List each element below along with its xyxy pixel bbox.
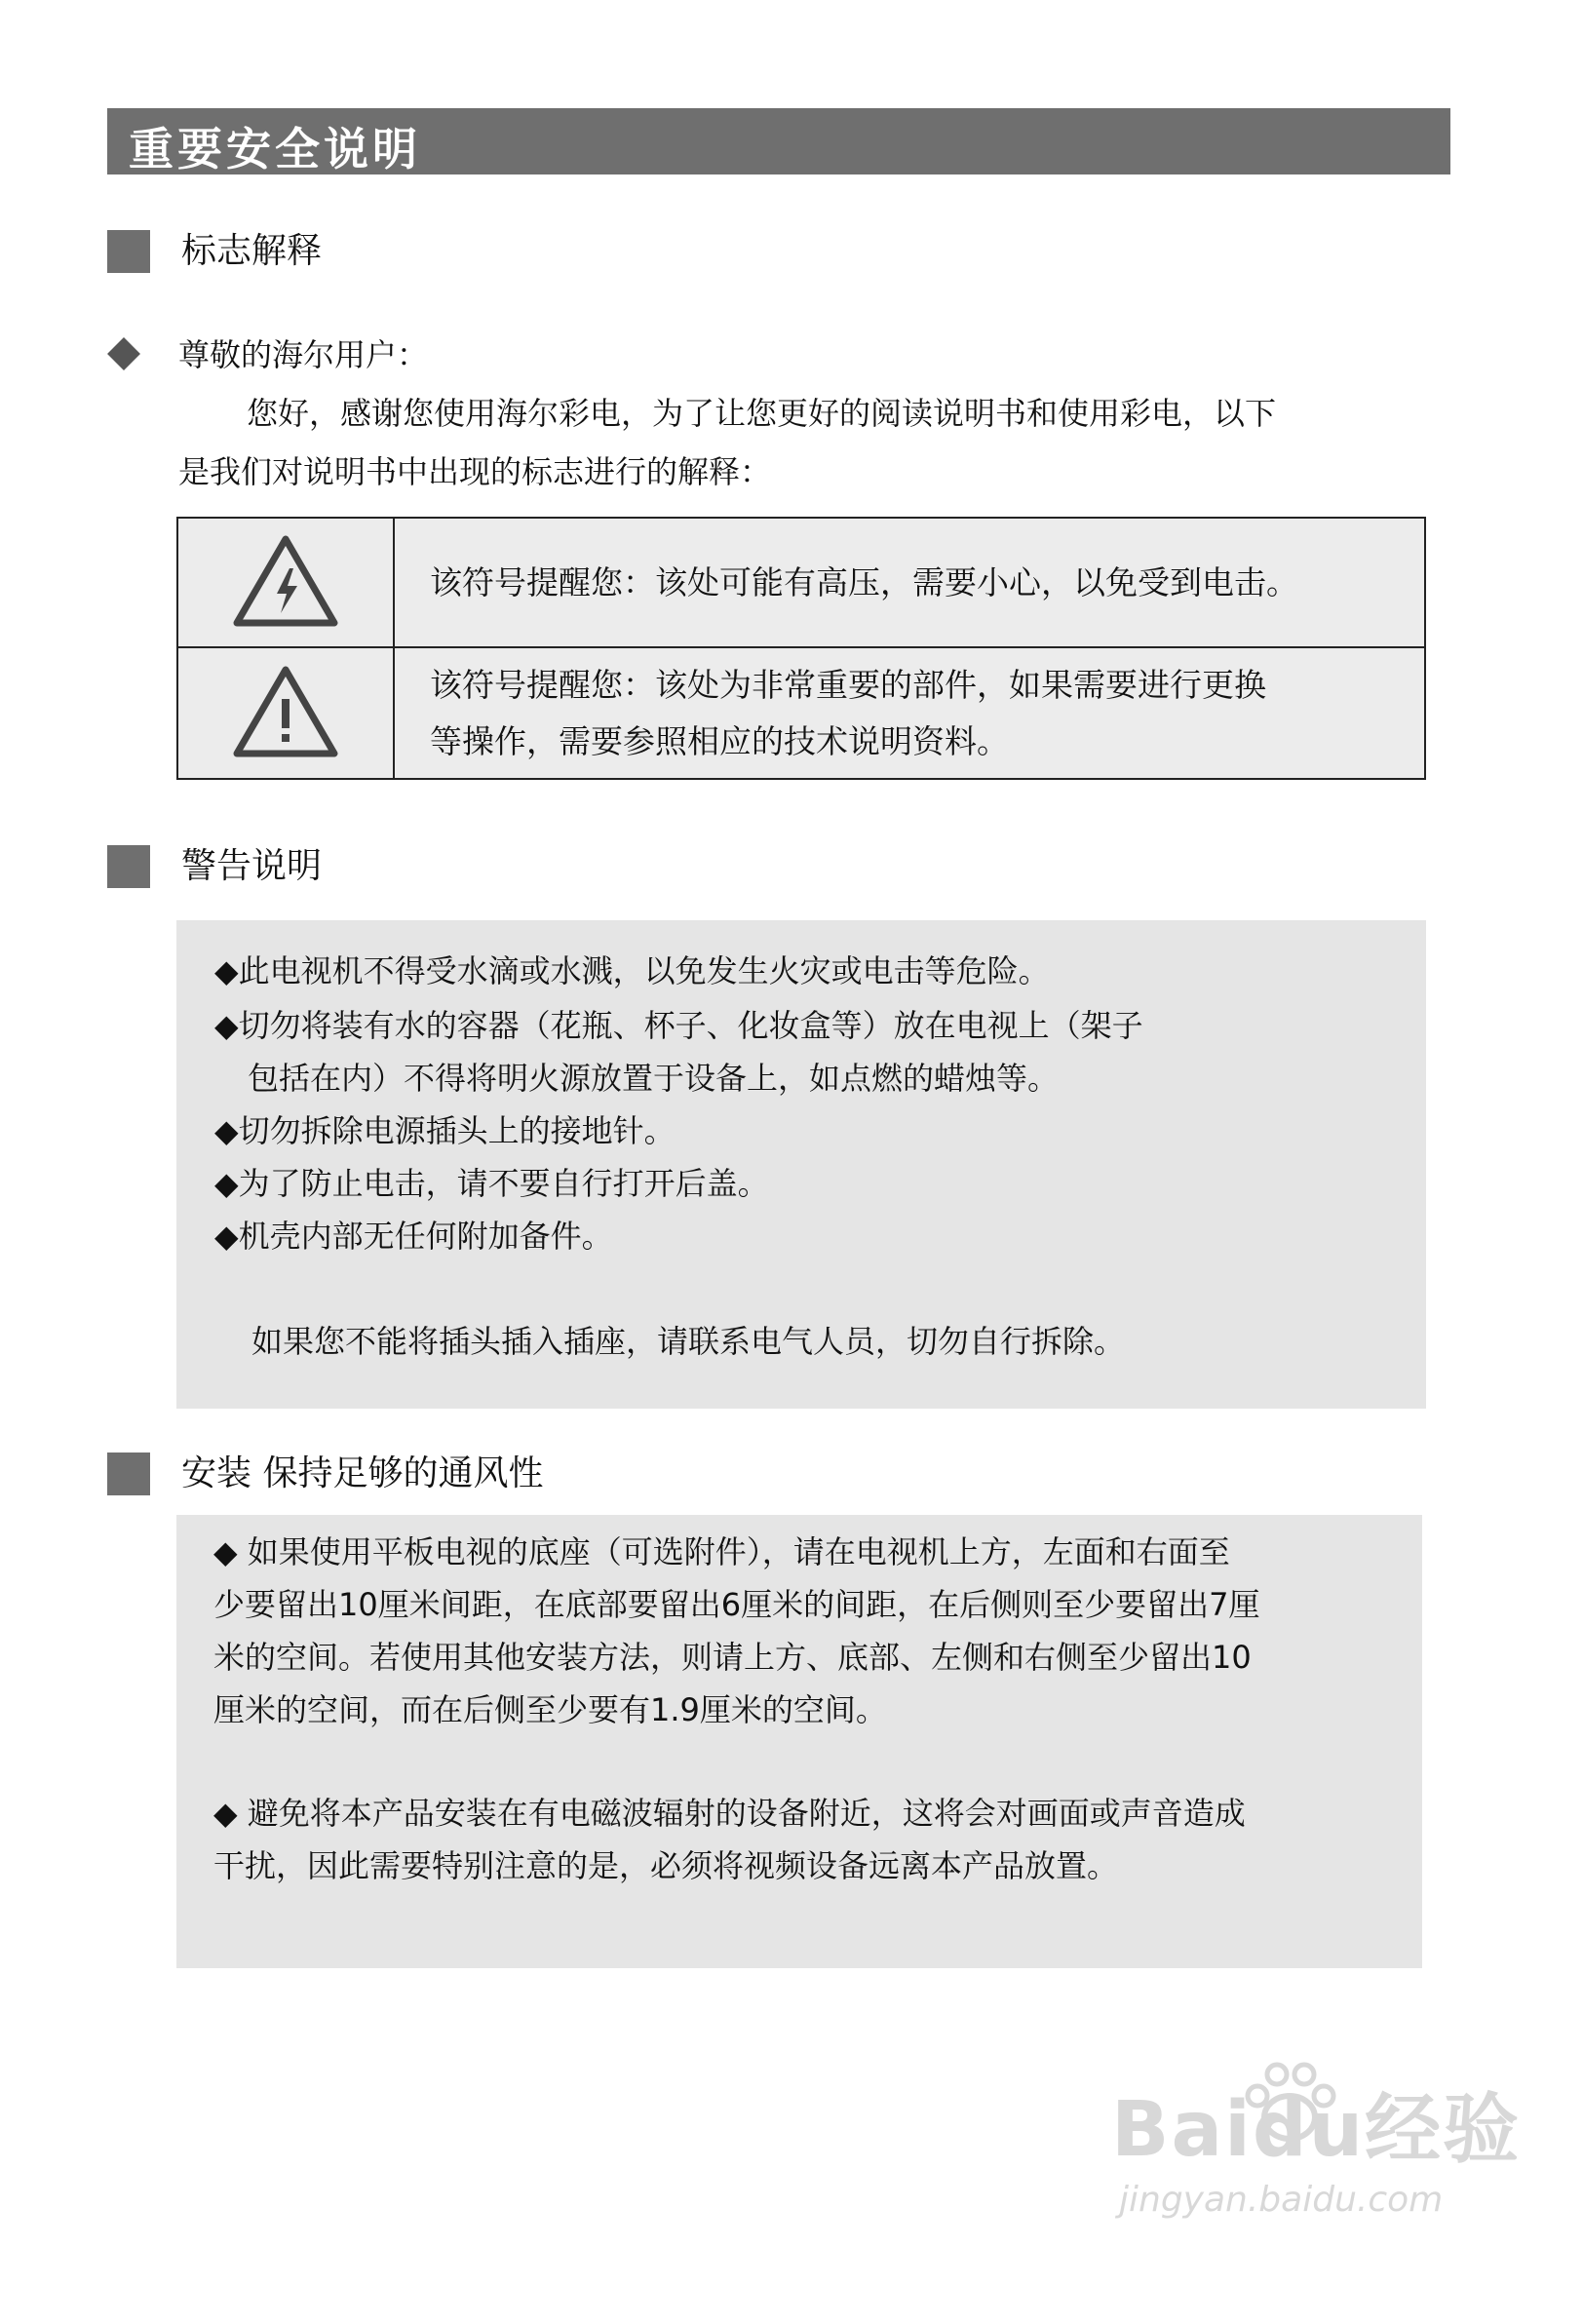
greeting-text: 尊敬的海尔用户： xyxy=(178,336,429,373)
section-label: 标志解释 xyxy=(181,231,323,271)
section-square-icon xyxy=(107,845,150,888)
warning-line: 包括在内）不得将明火源放置于设备上，如点燃的蜡烛等。 xyxy=(248,1060,1060,1097)
warning-line: ◆机壳内部无任何附加备件。 xyxy=(214,1218,613,1255)
page-title: 重要安全说明 xyxy=(129,123,421,175)
symbol-description xyxy=(394,647,1425,779)
install-line: ◆ 避免将本产品安装在有电磁波辐射的设备附近，这将会对画面或声音造成 xyxy=(213,1795,1246,1832)
symbol-text-line: 该符号提醒您：该处可能有高压，需要小心，以免受到电击。 xyxy=(430,562,1298,601)
warning-line: ◆此电视机不得受水滴或水溅，以免发生火灾或电击等危险。 xyxy=(214,952,1050,989)
install-line: 少要留出10厘米间距，在底部要留出6厘米的间距，在后侧则至少要留出7厘 xyxy=(213,1586,1260,1623)
exclamation-warning-icon xyxy=(231,664,340,759)
high-voltage-warning-icon xyxy=(231,533,340,629)
paw-watermark-icon xyxy=(1236,2057,1343,2154)
section-square-icon xyxy=(107,1452,150,1495)
install-line: 干扰，因此需要特别注意的是，必须将视频设备远离本产品放置。 xyxy=(213,1847,1119,1884)
symbol-cell xyxy=(177,518,394,647)
symbol-text-line: 等操作，需要参照相应的技术说明资料。 xyxy=(430,721,1009,760)
warning-box xyxy=(176,920,1426,1409)
intro-line-1: 您好，感谢您使用海尔彩电，为了让您更好的阅读说明书和使用彩电，以下 xyxy=(247,395,1277,432)
warning-line: ◆切勿拆除电源插头上的接地针。 xyxy=(214,1112,676,1149)
symbol-cell xyxy=(177,647,394,779)
symbol-explanation-table xyxy=(176,517,1426,780)
section-label: 警告说明 xyxy=(181,846,323,886)
table-row xyxy=(177,647,1425,779)
warning-note: 如果您不能将插头插入插座，请联系电气人员，切勿自行拆除。 xyxy=(251,1323,1126,1360)
section-label: 安装 保持足够的通风性 xyxy=(181,1453,544,1493)
diamond-bullet-icon xyxy=(107,337,140,370)
section-square-icon xyxy=(107,230,150,273)
symbol-description xyxy=(394,518,1425,647)
baidu-watermark-logo: Baidu经验 xyxy=(1111,2086,1522,2174)
intro-line-2: 是我们对说明书中出现的标志进行的解释： xyxy=(178,453,772,490)
install-line: 米的空间。若使用其他安装方法，则请上方、底部、左侧和右侧至少留出10 xyxy=(213,1639,1252,1676)
installation-box xyxy=(176,1515,1422,1968)
warning-line: ◆切勿将装有水的容器（花瓶、杯子、化妆盒等）放在电视上（架子 xyxy=(214,1007,1143,1044)
install-line: ◆ 如果使用平板电视的底座（可选附件），请在电视机上方，左面和右面至 xyxy=(213,1533,1230,1570)
install-line: 厘米的空间，而在后侧至少要有1.9厘米的空间。 xyxy=(213,1691,887,1728)
page-title-bar xyxy=(107,108,1450,174)
warning-line: ◆为了防止电击，请不要自行打开后盖。 xyxy=(214,1165,769,1202)
table-row xyxy=(177,518,1425,647)
watermark-url: jingyan.baidu.com xyxy=(1119,2180,1444,2220)
symbol-text-line: 该符号提醒您：该处为非常重要的部件，如果需要进行更换 xyxy=(430,665,1266,704)
